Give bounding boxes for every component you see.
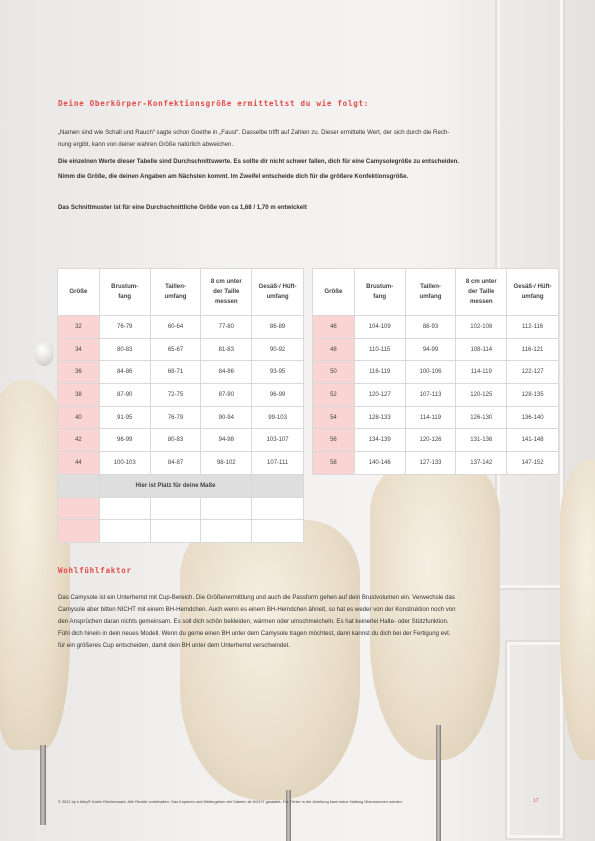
- measure-cell: 137-142: [456, 452, 507, 475]
- intro-line-2: nung ergibt, kann von deiner wahren Größe natürlich abweichen.: [58, 141, 234, 148]
- measure-cell: 76-79: [99, 316, 150, 339]
- size-cell: 42: [58, 429, 100, 452]
- header-bust: Brustum- fang: [99, 269, 150, 316]
- intro-line-1: „Namen sind wie Schall und Rauch“ sagte schon Goethe in „Faust“. Dasselbe trifft auf Zahlen zu. Dieser ermittelte Wert, der sich durch die Rech-: [58, 129, 450, 136]
- measure-cell: 120-125: [456, 384, 507, 407]
- measure-cell: 93-95: [252, 361, 304, 384]
- measure-cell: 90-92: [252, 338, 304, 361]
- table-row: [313, 361, 559, 384]
- comfort-line-3: den Ansprüchen daran nichts gemeinsam. Es soll dich schön bekleiden, wärmen oder umschmeicheln. Es hat keinerlei Halte- oder Stützfunktion.: [58, 618, 449, 625]
- measure-cell: 100-103: [99, 452, 150, 475]
- measure-cell: 99-103: [252, 406, 304, 429]
- table-row: [58, 361, 304, 384]
- size-cell: 46: [313, 316, 355, 339]
- measure-cell: 140-146: [354, 452, 405, 475]
- measure-cell: 103-107: [252, 429, 304, 452]
- measure-cell: 116-119: [354, 361, 405, 384]
- measure-cell: 98-102: [201, 452, 252, 475]
- copyright-footer: © 2021 by k.biley® Katrin Reichenwald- Alle Rechte vorbehalten- Das Kopieren und Weitergeben der Dateien ist NICHT gestattet- Für Fehler in der Anleitung kann keine Haftung Übernommen werden.: [58, 799, 403, 804]
- own-sizes-row: [58, 520, 304, 543]
- comfort-line-1: Das Camysole ist ein Unterhemd mit Cup-Bereich. Die Größenermittlung und auch die Passform gehen auf dein Brustvolumen ein. Verwechsle das: [58, 594, 455, 601]
- own-sizes-note-row: [58, 474, 304, 497]
- header-hip: Gesäß-/ Hüft- umfang: [507, 269, 559, 316]
- measure-cell: 90-94: [201, 406, 252, 429]
- measure-cell: 107-111: [252, 452, 304, 475]
- size-cell: 44: [58, 452, 100, 475]
- measure-cell: 120-126: [405, 429, 456, 452]
- measure-cell: 68-71: [150, 361, 201, 384]
- measure-cell: 96-99: [252, 384, 304, 407]
- measure-cell: 80-83: [99, 338, 150, 361]
- measure-cell: 100-106: [405, 361, 456, 384]
- measure-cell: 84-86: [201, 361, 252, 384]
- measure-cell: 94-98: [201, 429, 252, 452]
- measure-cell: 94-99: [405, 338, 456, 361]
- measure-cell: 91-95: [99, 406, 150, 429]
- header-size: Größe: [313, 269, 355, 316]
- measure-cell: 141-148: [507, 429, 559, 452]
- comfort-line-5: für ein größeres Cup entscheiden, damit dein BH unter dem Unterhemd verschwindet.: [58, 642, 291, 649]
- measure-cell: 134-139: [354, 429, 405, 452]
- measure-cell: 114-119: [405, 406, 456, 429]
- measure-cell: 128-133: [354, 406, 405, 429]
- header-bust: Brustum- fang: [354, 269, 405, 316]
- measure-cell: 114-119: [456, 361, 507, 384]
- table-row: [313, 384, 559, 407]
- table-row: [313, 429, 559, 452]
- table-row: [58, 452, 304, 475]
- measure-cell: 116-121: [507, 338, 559, 361]
- measure-cell: 102-108: [456, 316, 507, 339]
- measure-cell: 88-93: [405, 316, 456, 339]
- table-header-row: [58, 269, 304, 316]
- table-row: [58, 429, 304, 452]
- measure-cell: 72-75: [150, 384, 201, 407]
- measure-cell: 108-114: [456, 338, 507, 361]
- size-cell: 36: [58, 361, 100, 384]
- header-hip: Gesäß-/ Hüft- umfang: [252, 269, 304, 316]
- measure-cell: 81-83: [201, 338, 252, 361]
- table-row: [313, 452, 559, 475]
- own-sizes-row: [58, 497, 304, 520]
- page-number: 17: [533, 798, 539, 804]
- header-under-waist: 8 cm unter der Taille messen: [456, 269, 507, 316]
- main-heading: Deine Oberkörper-Konfektionsgröße ermitteltst du wie folgt:: [58, 99, 370, 108]
- measure-cell: 87-90: [99, 384, 150, 407]
- table-row: [313, 406, 559, 429]
- measure-cell: 84-86: [99, 361, 150, 384]
- size-table-left: [57, 268, 304, 543]
- measure-cell: 80-83: [150, 429, 201, 452]
- intro-line-4: Nimm die Größe, die deinen Angaben am Nächsten kommt. Im Zweifel entscheide dich für die größere Konfektionsgröße.: [58, 173, 409, 180]
- comfort-line-2: Camysole aber bitten NICHT mit einem BH-Hemdchen. Auch wenn es einem BH-Hemdchen ähnelt, so hat es weder von der Konstruktion noch von: [58, 606, 456, 613]
- size-cell: 38: [58, 384, 100, 407]
- intro-line-5: Das Schnittmuster ist für eine Durchschnittliche Größe von ca 1,68 / 1,70 m entwickelt: [58, 204, 307, 211]
- measure-cell: 127-133: [405, 452, 456, 475]
- measure-cell: 77-80: [201, 316, 252, 339]
- comfort-line-4: Fühl dich hinein in dein neues Modell. Wenn du gerne einen BH unter dem Camysole tragen möchtest, dann kannst du dich bei der Fertigung evt.: [58, 630, 451, 637]
- table-row: [58, 384, 304, 407]
- measure-cell: 86-89: [252, 316, 304, 339]
- measure-cell: 60-64: [150, 316, 201, 339]
- size-cell: 56: [313, 429, 355, 452]
- section-heading-comfort: Wohlfühlfaktor: [58, 566, 132, 575]
- measure-cell: 131-136: [456, 429, 507, 452]
- header-under-waist: 8 cm unter der Taille messen: [201, 269, 252, 316]
- measure-cell: 76-79: [150, 406, 201, 429]
- table-row: [58, 316, 304, 339]
- measure-cell: 65-67: [150, 338, 201, 361]
- size-cell: 34: [58, 338, 100, 361]
- measure-cell: 104-109: [354, 316, 405, 339]
- size-cell: 52: [313, 384, 355, 407]
- measure-cell: 122-127: [507, 361, 559, 384]
- size-cell: 54: [313, 406, 355, 429]
- measure-cell: 87-90: [201, 384, 252, 407]
- table-row: [313, 316, 559, 339]
- size-table-right: [312, 268, 559, 475]
- header-size: Größe: [58, 269, 100, 316]
- measure-cell: 120-127: [354, 384, 405, 407]
- measure-cell: 112-116: [507, 316, 559, 339]
- header-waist: Taillen- umfang: [405, 269, 456, 316]
- table-row: [58, 406, 304, 429]
- measure-cell: 136-140: [507, 406, 559, 429]
- measure-cell: 126-130: [456, 406, 507, 429]
- table-row: [58, 338, 304, 361]
- intro-line-3: Die einzelnen Werte dieser Tabelle sind Durchschnittswerte. Es sollte dir nicht schwer fallen, dich für eine Camysolegröße zu entscheiden.: [58, 158, 460, 165]
- size-cell: 32: [58, 316, 100, 339]
- measure-cell: 107-113: [405, 384, 456, 407]
- measure-cell: 96-99: [99, 429, 150, 452]
- own-sizes-note: Hier ist Platz für deine Maße: [99, 474, 251, 497]
- size-cell: 58: [313, 452, 355, 475]
- header-waist: Taillen- umfang: [150, 269, 201, 316]
- table-row: [313, 338, 559, 361]
- table-header-row: [313, 269, 559, 316]
- measure-cell: 84-87: [150, 452, 201, 475]
- size-cell: 48: [313, 338, 355, 361]
- size-cell: 50: [313, 361, 355, 384]
- size-cell: 40: [58, 406, 100, 429]
- measure-cell: 128-135: [507, 384, 559, 407]
- measure-cell: 147-152: [507, 452, 559, 475]
- measure-cell: 110-115: [354, 338, 405, 361]
